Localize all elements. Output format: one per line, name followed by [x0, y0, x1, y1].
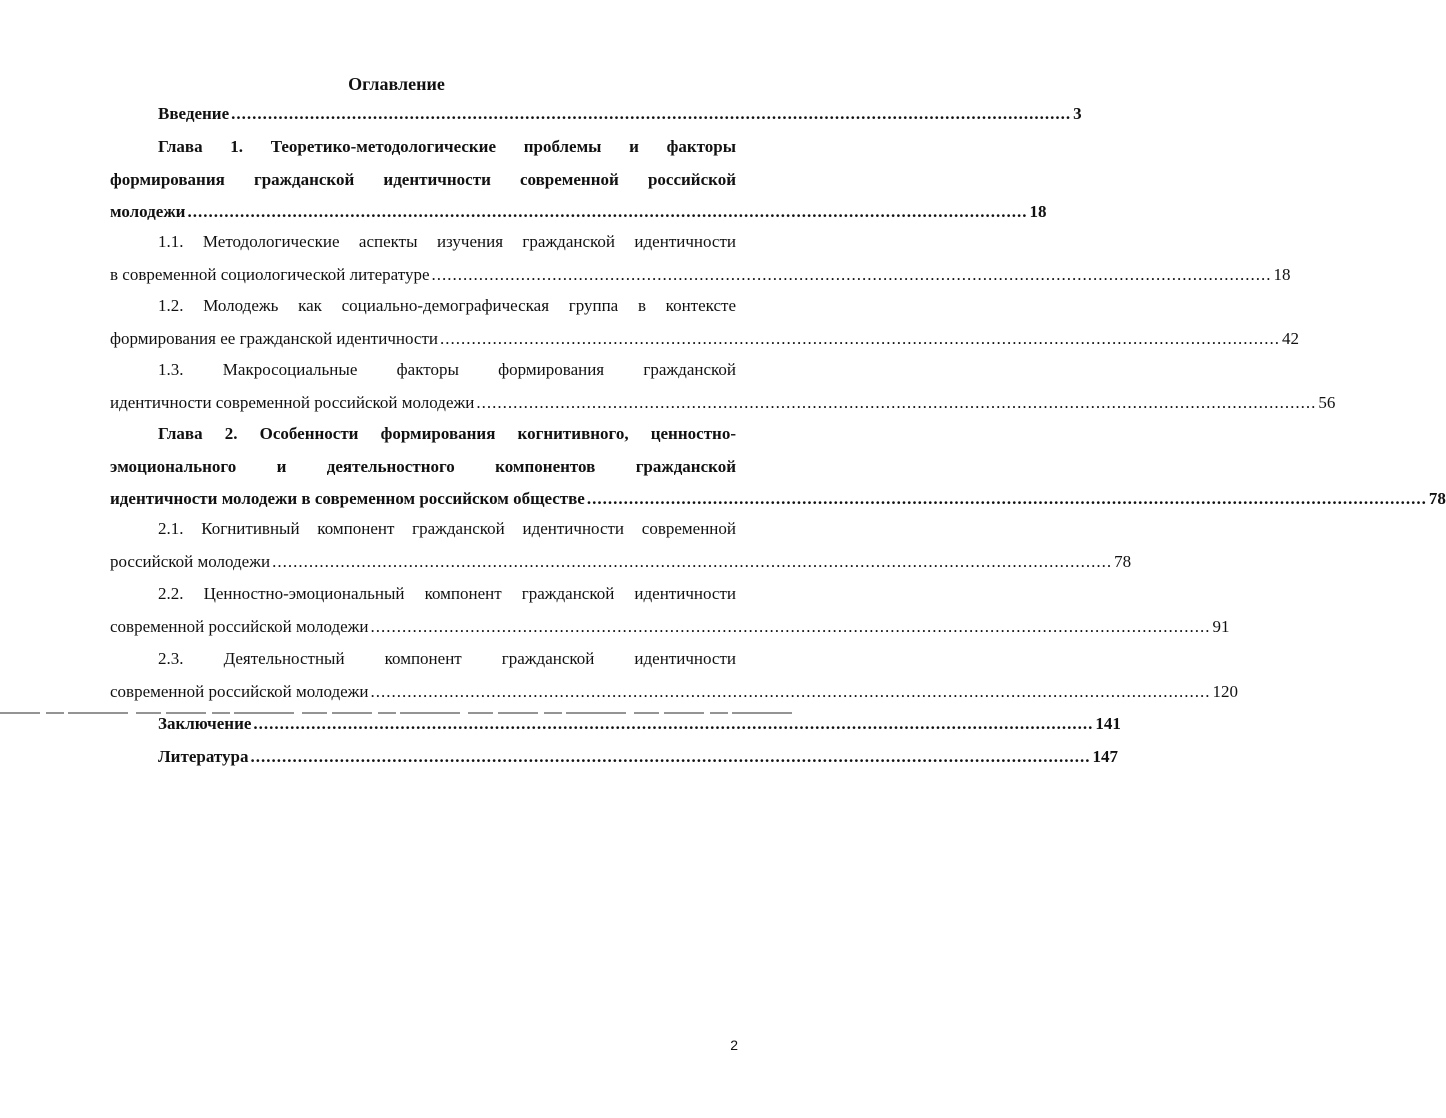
toc-leader-dots: ................................................................................................................................................................: [253, 714, 1094, 733]
toc-line: [110, 196, 1047, 229]
toc-leader-dots: ................................................................................................................................................................: [272, 551, 1113, 571]
toc-entry-references: [110, 741, 1118, 774]
toc-line: [110, 708, 1121, 741]
toc-leader-dots: ................................................................................................................................................................: [431, 264, 1272, 284]
page-number: 2: [730, 1037, 738, 1053]
toc-line: 1.1. Методологические аспекты изучения гражданской идентичности: [158, 232, 736, 251]
toc-page-number: 120: [1212, 681, 1239, 701]
toc-leader-dots: ................................................................................................................................................................: [187, 202, 1028, 221]
toc-leader-dots: ................................................................................................................................................................: [250, 747, 1091, 766]
toc-page-number: 18: [1029, 202, 1047, 221]
toc-entry-chapter-1: [110, 131, 1047, 229]
toc-page-number: 91: [1212, 616, 1230, 636]
toc-entry-chapter-2: [110, 418, 1446, 516]
toc-line: 2.1. Когнитивный компонент гражданской идентичности современной: [158, 519, 736, 538]
toc-entry-label: в современной социологической литературе: [110, 264, 430, 284]
toc-line: 1.2. Молодежь как социально-демографическая группа в контексте: [158, 296, 736, 315]
toc-line: 2.2. Ценностно-эмоциональный компонент гражданской идентичности: [158, 584, 736, 603]
toc-entry-label: Заключение: [158, 714, 252, 733]
toc-title: Оглавление: [348, 74, 445, 94]
toc-line: [110, 387, 1336, 420]
toc-line: [110, 741, 1118, 774]
toc-line: Глава 1. Теоретико-методологические проблемы и факторы: [158, 137, 736, 156]
toc-entry-label: современной российской молодежи: [110, 616, 369, 636]
toc-entry-label: формирования ее гражданской идентичности: [110, 328, 438, 348]
toc-leader-dots: ................................................................................................................................................................: [370, 616, 1211, 636]
toc-page-number: 78: [1114, 551, 1132, 571]
toc-page-number: 42: [1281, 328, 1299, 348]
toc-entry-section-2-1: [110, 513, 1132, 578]
toc-line: [110, 676, 1239, 709]
toc-entry-section-2-2: [110, 578, 1230, 643]
toc-line: [110, 611, 1230, 644]
toc-entry-conclusion: [110, 708, 1121, 741]
toc-entry-label: идентичности современной российской молодежи: [110, 392, 475, 412]
toc-line: [110, 98, 1082, 131]
toc-line: 2.3. Деятельностный компонент гражданской идентичности: [158, 649, 736, 668]
toc-line: 1.3. Макросоциальные факторы формирования гражданской: [158, 360, 736, 379]
toc-leader-dots: ................................................................................................................................................................: [586, 489, 1427, 508]
toc-entry-label: идентичности молодежи в современном российском обществе: [110, 489, 585, 508]
toc-leader-dots: ................................................................................................................................................................: [231, 104, 1072, 123]
toc-page-number: 147: [1092, 747, 1118, 766]
toc-line: формирования гражданской идентичности современной российской: [110, 169, 736, 189]
toc-entry-introduction: [110, 98, 1082, 131]
toc-line: [110, 323, 1299, 356]
toc-leader-dots: ................................................................................................................................................................: [476, 392, 1317, 412]
toc-entry-section-2-3: [110, 643, 1239, 708]
toc-entry-section-1-3: [110, 354, 1336, 419]
toc-line: эмоционального и деятельностного компонентов гражданской: [110, 456, 736, 476]
toc-entry-label: Введение: [158, 104, 230, 123]
toc-leader-dots: ................................................................................................................................................................: [370, 681, 1211, 701]
toc-line: Глава 2. Особенности формирования когнитивного, ценностно-: [158, 424, 736, 443]
toc-line: [110, 546, 1132, 579]
toc-leader-dots: ................................................................................................................................................................: [439, 328, 1280, 348]
toc-entry-label: современной российской молодежи: [110, 681, 369, 701]
toc-line: [110, 483, 1446, 516]
toc-entry-label: Литература: [158, 747, 249, 766]
toc-line: [110, 259, 1291, 292]
toc-page-number: 18: [1273, 264, 1291, 284]
toc-page-number: 3: [1073, 104, 1082, 123]
toc-entry-section-1-1: [110, 226, 1291, 291]
toc-page-number: 56: [1318, 392, 1336, 412]
toc-page-number: 141: [1095, 714, 1121, 733]
toc-entry-section-1-2: [110, 290, 1299, 355]
toc-page-number: 78: [1428, 489, 1446, 508]
toc-entry-label: российской молодежи: [110, 551, 271, 571]
toc-entry-label: молодежи: [110, 202, 186, 221]
